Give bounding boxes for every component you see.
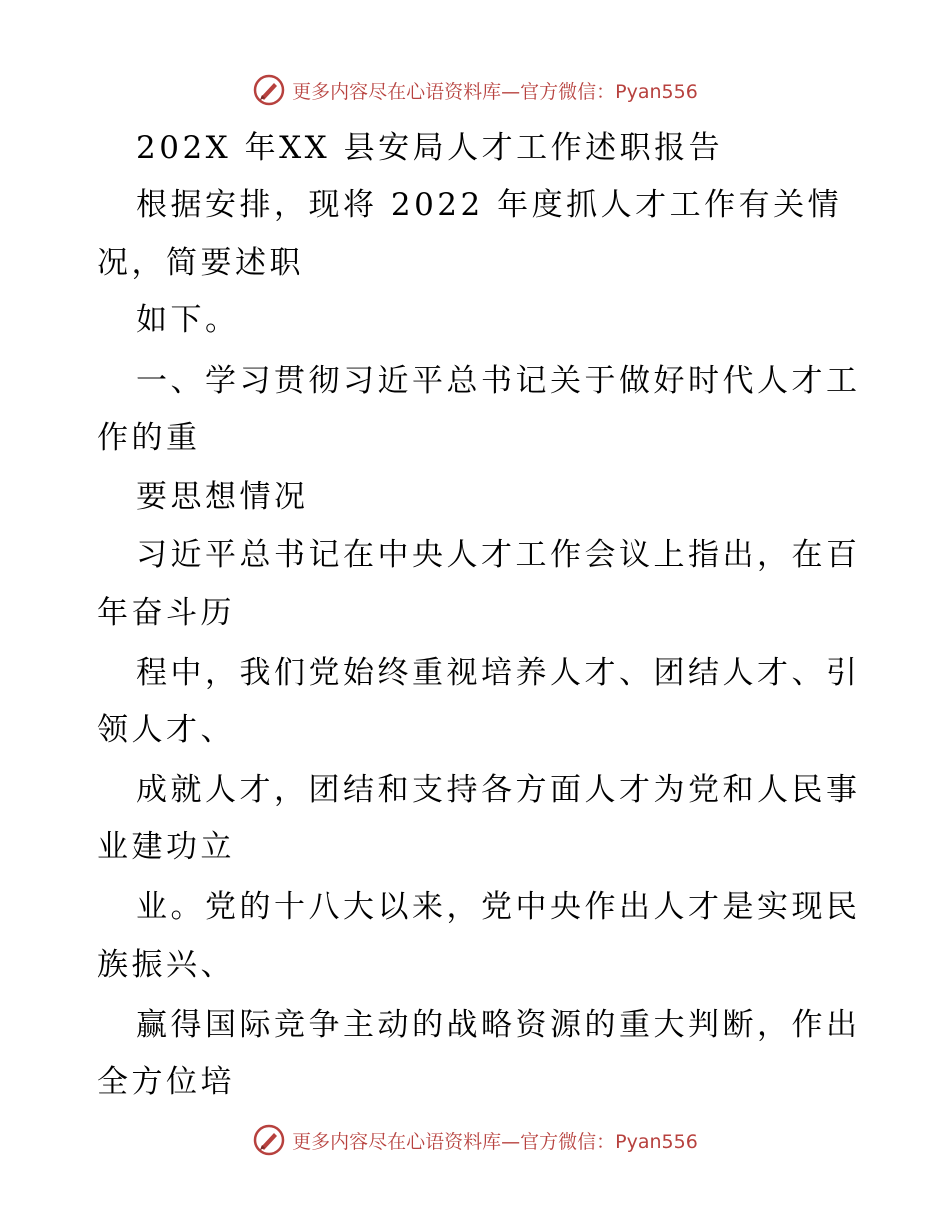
paragraph-line: 业建功立 xyxy=(97,829,235,865)
section-heading: 作的重 xyxy=(97,420,201,456)
paragraph-line: 业。党的十八大以来，党中央作出人才是实现民 xyxy=(136,889,861,925)
paragraph-line: 领人才、 xyxy=(97,712,235,748)
watermark-text: 更多内容尽在心语资料库—官方微信：Pyan556 xyxy=(292,80,698,103)
watermark-footer xyxy=(0,1120,950,1160)
watermark-header xyxy=(0,70,950,110)
watermark-text: 更多内容尽在心语资料库—官方微信：Pyan556 xyxy=(292,1130,698,1153)
section-heading: 要思想情况 xyxy=(136,479,309,515)
paragraph-line: 赢得国际竞争主动的战略资源的重大判断，作出 xyxy=(136,1007,861,1043)
paragraph-line: 程中，我们党始终重视培养人才、团结人才、引 xyxy=(136,655,861,691)
pen-logo-icon xyxy=(252,1123,286,1157)
paragraph-line: 如下。 xyxy=(136,302,240,338)
paragraph-line: 习近平总书记在中央人才工作会议上指出，在百 xyxy=(136,537,861,573)
paragraph-line: 根据安排，现将 2022 年度抓人才工作有关情 xyxy=(136,187,843,223)
paragraph-line: 全方位培 xyxy=(97,1064,235,1100)
paragraph-line: 成就人才，团结和支持各方面人才为党和人民事 xyxy=(136,772,861,808)
paragraph-line: 年奋斗历 xyxy=(97,595,235,631)
paragraph-line: 族振兴、 xyxy=(97,947,235,983)
paragraph-line: 况，简要述职 xyxy=(97,245,304,281)
document-title: 202X 年XX 县安局人才工作述职报告 xyxy=(136,130,724,166)
pen-logo-icon xyxy=(252,73,286,107)
section-heading: 一、学习贯彻习近平总书记关于做好时代人才工 xyxy=(136,363,861,399)
